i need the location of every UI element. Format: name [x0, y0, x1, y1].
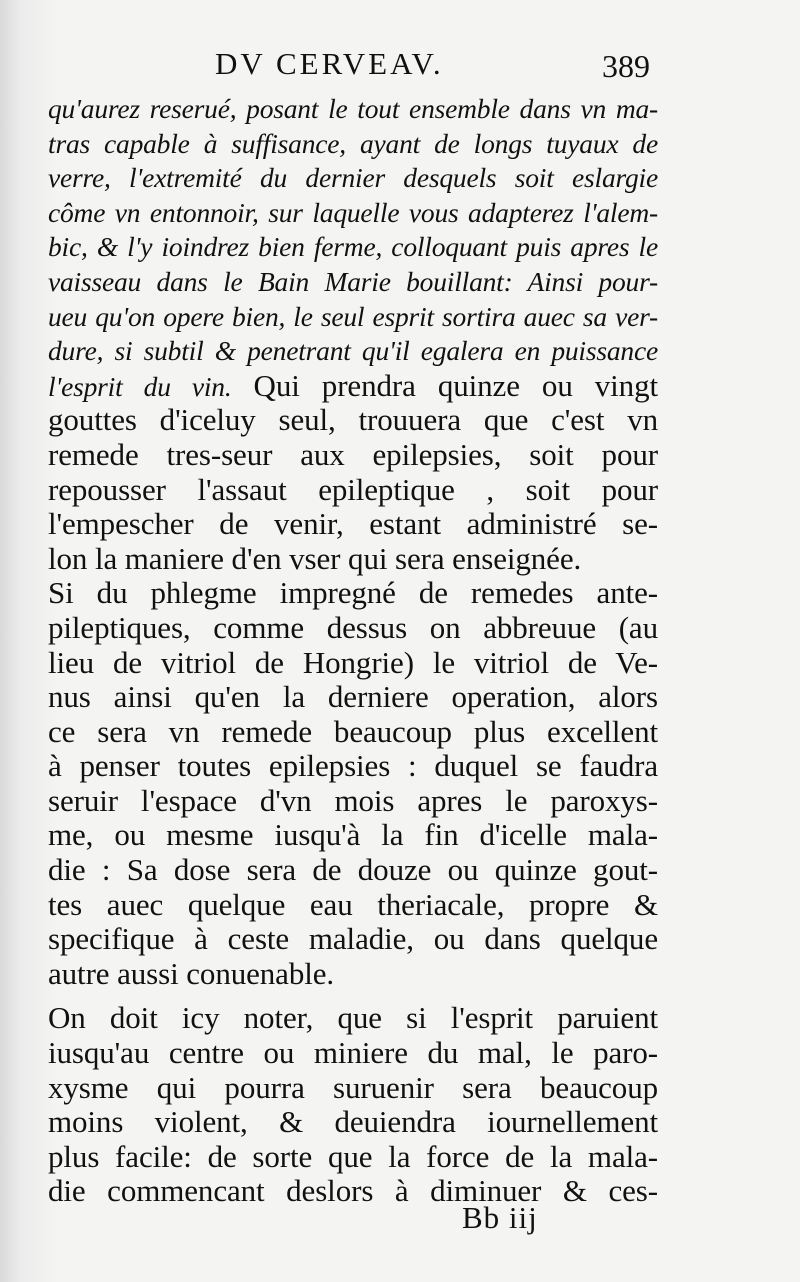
paragraph-2-line-2: pileptiques, comme dessus on abbreuue (au [48, 609, 658, 645]
paragraph-2-line-11: specifique à ceste maladie, ou dans quelque [48, 921, 658, 957]
text-line-12: repousser l'assaut epileptique , soit pour [48, 471, 658, 507]
text-line-11: remede tres-seur aux epilepsies, soit pour [48, 436, 658, 472]
paragraph-2-line-7: seruir l'espace d'vn mois apres le paroxys- [48, 782, 658, 818]
mixed-line-italic: l'esprit du vin. [48, 370, 232, 402]
text-line-7: ueu qu'on opere bien, le seul esprit sortira auec sa ver- [48, 300, 658, 332]
text-line-6: vaisseau dans le Bain Marie bouillant: Ainsi pour- [48, 265, 658, 297]
text-line-9 [48, 369, 658, 404]
paragraph-3-line-6: die commencant deslors à diminuer & ces- [48, 1173, 658, 1209]
paragraph-3-line-5: plus facile: de sorte que la force de la mala- [48, 1138, 658, 1174]
main-text [48, 92, 658, 1209]
paragraph-2-line-4: nus ainsi qu'en la derniere operation, alors [48, 679, 658, 715]
paragraph-2-line-8: me, ou mesme iusqu'à la fin d'icelle mala- [48, 817, 658, 853]
paragraph-2-line-5: ce sera vn remede beaucoup plus excellent [48, 713, 658, 749]
page-number: 389 [602, 48, 650, 84]
paragraph-2-line-10: tes auec quelque eau theriacale, propre & [48, 886, 658, 922]
paragraph-3-line-3: xysme qui pourra suruenir sera beaucoup [48, 1069, 658, 1105]
signature-mark: Bb iij [462, 1200, 538, 1235]
running-head: DV CERVEAV. [215, 46, 444, 81]
paragraph-3-line-2: iusqu'au centre ou miniere du mal, le paro- [48, 1035, 658, 1071]
text-line-1: qu'aurez reserué, posant le tout ensemble dans vn ma- [48, 93, 658, 124]
text-line-13: l'empescher de venir, estant administré se- [48, 506, 658, 542]
mixed-line-roman: Qui prendra quinze ou vingt [231, 367, 658, 403]
paragraph-2-line-12: autre aussi conuenable. [48, 955, 335, 991]
paragraph-2-line-3: lieu de vitriol de Hongrie) le vitriol de Ve- [48, 644, 658, 680]
text-line-8: dure, si subtil & penetrant qu'il egalera en puissance [48, 335, 658, 367]
page-header [0, 46, 800, 86]
paragraph-3-line-4: moins violent, & deuiendra iournellement [48, 1104, 658, 1140]
paragraph-2-line-9: die : Sa dose sera de douze ou quinze gout- [48, 852, 658, 888]
paragraph-3-line-1: On doit icy noter, que si l'esprit paruient [48, 1000, 658, 1036]
paragraph-2-line-1: Si du phlegme impregné de remedes ante- [48, 575, 658, 611]
text-line-2: tras capable à suffisance, ayant de longs tuyaux de [48, 127, 658, 159]
page-footer [0, 1200, 800, 1240]
text-line-5: bic, & l'y ioindrez bien ferme, colloquant puis apres le [48, 231, 658, 263]
text-line-14: lon la maniere d'en vser qui sera enseignée. [48, 540, 582, 576]
text-line-4: côme vn entonnoir, sur laquelle vous adapterez l'alem- [48, 196, 658, 228]
paragraph-2-line-6: à penser toutes epilepsies : duquel se faudra [48, 748, 658, 784]
text-line-10: gouttes d'iceluy seul, trouuera que c'est vn [48, 402, 658, 438]
text-line-3: verre, l'extremité du dernier desquels soit eslargie [48, 162, 658, 194]
